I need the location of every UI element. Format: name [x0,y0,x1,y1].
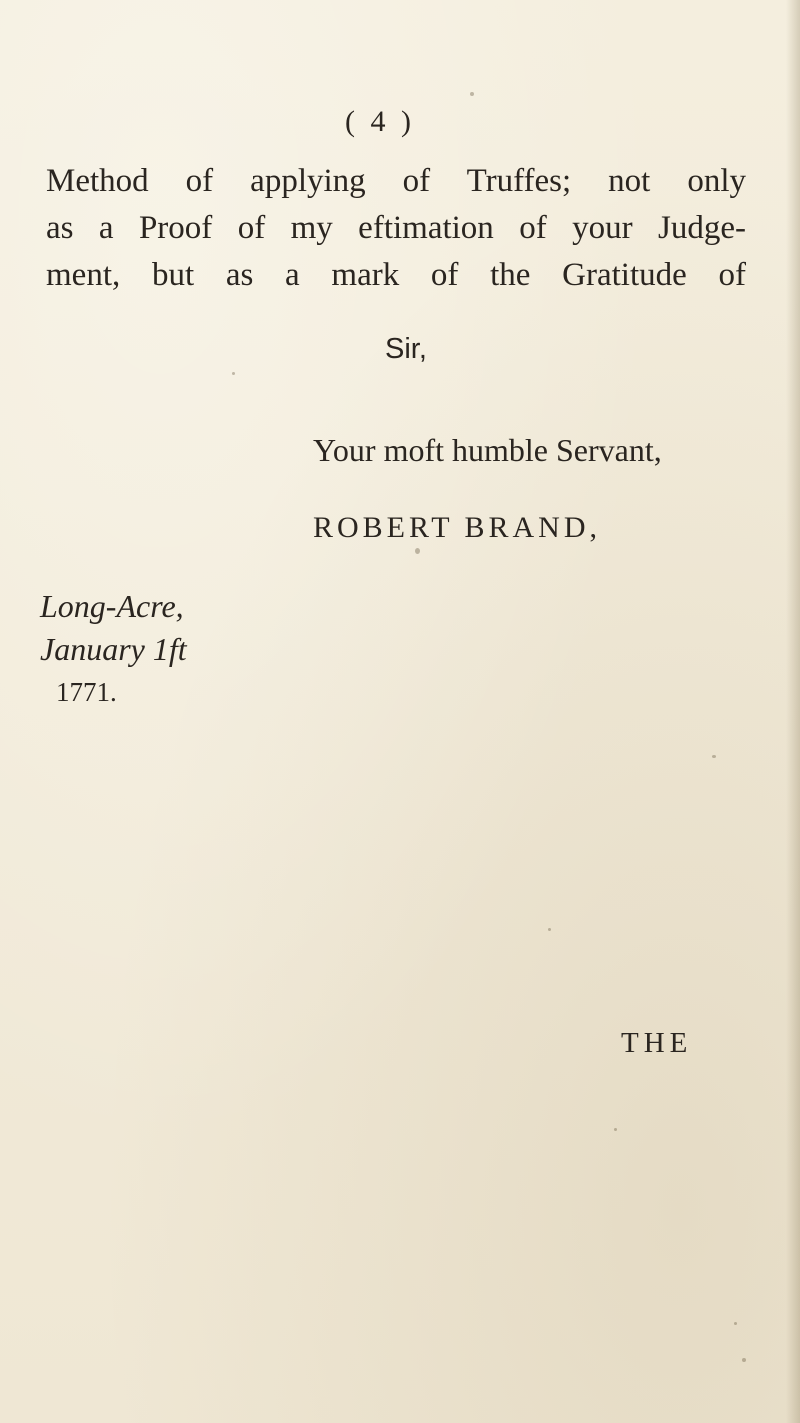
body-line: ment, but as a mark of the Gratitude of [46,257,746,293]
body-line: as a Proof of my eftimation of your Judge- [46,210,746,246]
paper-speck [614,1128,617,1131]
paper-speck [232,372,235,375]
place-and-date [40,585,187,714]
signature: ROBERT BRAND, [313,511,602,544]
body-line: Method of applying of Truffes; not only [46,163,746,199]
closing-line: Your moft humble Servant, [313,432,662,468]
catchword: THE [621,1027,693,1059]
place-line: Long-Acre, [40,588,184,624]
paper-speck [742,1358,746,1362]
paper-speck [712,755,716,758]
paper-speck [470,92,474,96]
year-line: 1771. [56,677,117,707]
date-line: January 1ft [40,631,187,667]
paper-speck [734,1322,737,1325]
paper-speck [548,928,551,931]
salutation: Sir, [385,333,427,365]
page-number: ( 4 ) [345,105,415,138]
page-edge-shadow [786,0,800,1423]
paper-speck [415,548,420,554]
body-text [46,158,746,299]
